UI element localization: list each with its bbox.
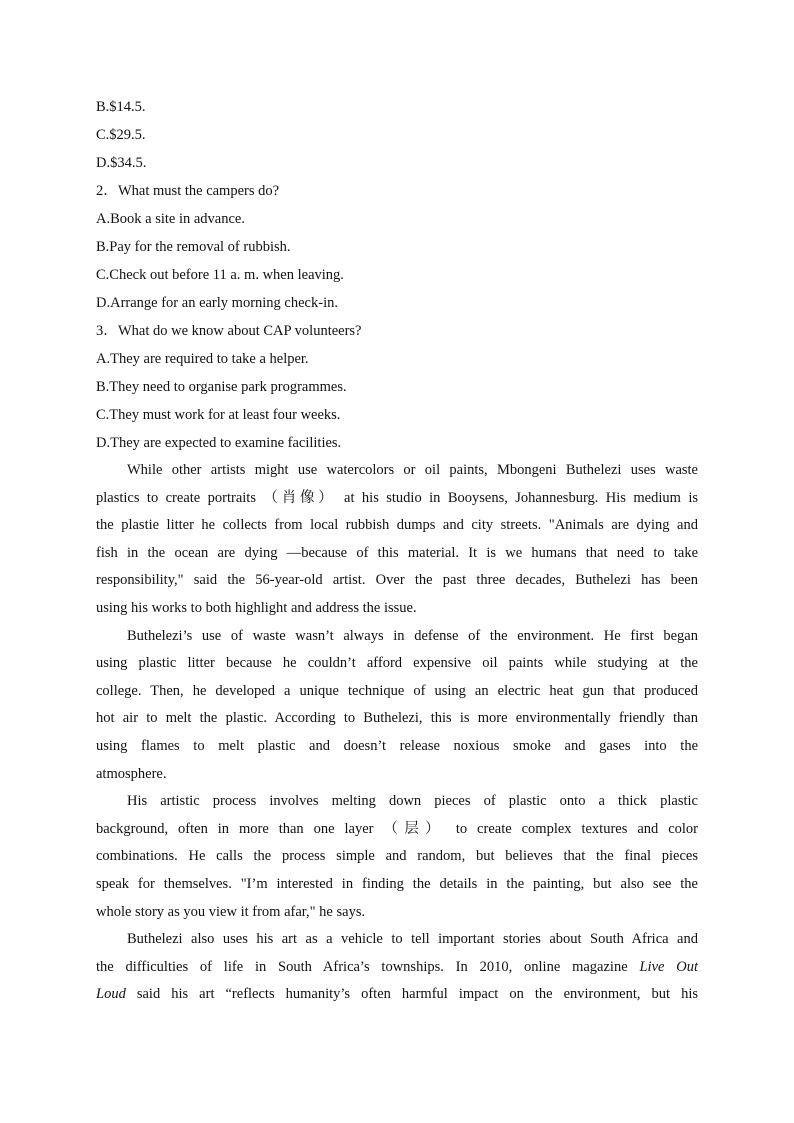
question-3-text: What do we know about CAP volunteers? [118, 323, 362, 339]
question-3-number: 3． [96, 323, 118, 339]
paragraph-line: fish in the ocean are dying —because of this material. It is we humans that need to take [96, 544, 698, 561]
q1-option-d: D.$34.5. [96, 155, 147, 171]
paragraph-line: combinations. He calls the process simple and random, but believes that the final pieces [96, 848, 698, 865]
paragraph-line: speak for themselves. "I’m interested in finding the details in the painting, but also see the [96, 875, 698, 892]
paragraph-line: hot air to melt the plastic. According to Buthelezi, this is more environmentally friendly than [96, 710, 698, 727]
paragraph-line: college. Then, he developed a unique technique of using an electric heat gun that produced [96, 682, 698, 699]
q1-option-b: B.$14.5. [96, 99, 146, 115]
paragraph-line: While other artists might use watercolors or oil paints, Mbongeni Buthelezi uses waste [127, 462, 698, 478]
paragraph-line: Buthelezi’s use of waste wasn’t always in defense of the environment. He first began [127, 627, 698, 644]
passage-paragraph-4 [96, 926, 698, 1009]
q2-option-c: C.Check out before 11 a. m. when leaving. [96, 267, 344, 283]
paragraph-line: using his works to both highlight and address the issue. [96, 599, 417, 616]
paragraph-line: using flames to melt plastic and doesn’t release noxious smoke and gases into the [96, 737, 698, 754]
paragraph-line: His artistic process involves melting down pieces of plastic onto a thick plastic [127, 793, 698, 810]
q1-option-c: C.$29.5. [96, 127, 146, 143]
paragraph-line: background, often in more than one layer （层） to create complex textures and color [96, 820, 698, 837]
question-3 [96, 317, 698, 345]
paragraph-line: whole story as you view it from afar," he says. [96, 903, 366, 920]
paragraph-line: responsibility," said the 56-year-old artist. Over the past three decades, Buthelezi has been [96, 572, 698, 589]
magazine-title-part1: Live Out [639, 958, 698, 975]
passage-paragraph-1 [96, 457, 698, 623]
paragraph-line: atmosphere. [96, 765, 167, 782]
passage-paragraph-2 [96, 623, 698, 789]
q3-option-a: A.They are required to take a helper. [96, 351, 309, 367]
q2-option-d: D.Arrange for an early morning check-in. [96, 295, 338, 311]
paragraph-line [96, 981, 698, 1009]
question-2-number: 2． [96, 183, 118, 199]
paragraph-line: plastics to create portraits （肖像） at his studio in Booysens, Johannesburg. His medium is [96, 489, 698, 506]
q2-option-a: A.Book a site in advance. [96, 211, 245, 227]
q3-option-b: B.They need to organise park programmes. [96, 379, 347, 395]
q2-option-b: B.Pay for the removal of rubbish. [96, 239, 291, 255]
paragraph-line-text: the difficulties of life in South Africa’s townships. In 2010, online magazine [96, 958, 628, 975]
passage-paragraph-3 [96, 788, 698, 926]
magazine-title-part2: Loud [96, 986, 126, 1003]
paragraph-line: using plastic litter because he couldn’t afford expensive oil paints while studying at the [96, 655, 698, 672]
question-2 [96, 177, 698, 205]
paragraph-line-text: said his art “reflects humanity’s often harmful impact on the environment, but his [125, 986, 698, 1003]
q3-option-d: D.They are expected to examine facilities. [96, 435, 342, 451]
paragraph-line: Buthelezi also uses his art as a vehicle to tell important stories about South Africa and [127, 931, 698, 948]
q3-option-c: C.They must work for at least four weeks. [96, 407, 341, 423]
paragraph-line: the plastie litter he collects from local rubbish dumps and city streets. "Animals are dying and [96, 517, 698, 534]
paragraph-line [96, 954, 698, 982]
document-page [96, 93, 698, 1009]
question-2-text: What must the campers do? [118, 183, 280, 199]
